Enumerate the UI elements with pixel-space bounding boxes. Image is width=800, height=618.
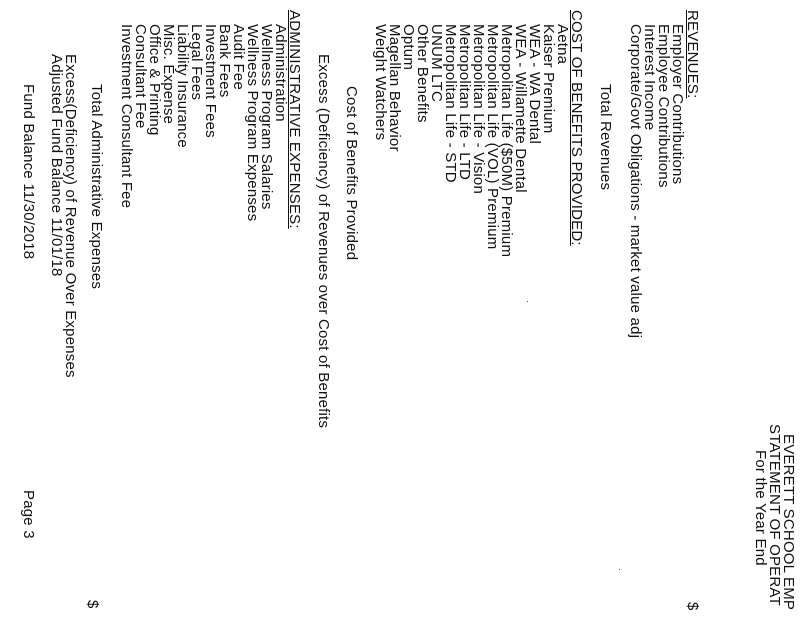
benefit-item: UNUM LTC	[428, 24, 445, 102]
benefit-item: Optum	[400, 24, 417, 71]
currency-symbol: $	[684, 602, 701, 611]
header-title: EVERETT SCHOOL EMP	[780, 434, 797, 611]
cost-of-benefits-total: Cost of Benefits Provided	[343, 86, 360, 261]
benefit-item: Kaiser Premium	[540, 24, 557, 134]
admin-item: Legal Fees	[188, 24, 205, 101]
revenue-item: Employee Contributions	[655, 24, 672, 188]
admin-item: Wellness Program Salaries	[258, 24, 275, 210]
admin-item: Liability Insurance	[174, 24, 191, 148]
excess-revenue-over-expenses: Excess(Deficiency) of Revenue Over Expenses	[62, 54, 79, 378]
benefit-item: Metropolitan Life ($50M) Premium	[498, 24, 515, 258]
benefit-item: Aetna	[554, 24, 571, 65]
benefit-item: Other Benefits	[414, 24, 431, 123]
revenue-item: Interest Income	[641, 24, 658, 131]
admin-item: Administration	[272, 24, 289, 122]
total-admin-expenses: Total Administrative Expenses	[88, 84, 105, 290]
benefit-item: Metropolitan Life - Vision	[470, 24, 487, 195]
benefit-item: Metropolitan Life - LTD	[456, 24, 473, 181]
admin-item: Investment Consultant Fee	[118, 24, 135, 209]
revenue-item: Corporate/Govt Obligations - market value adj	[627, 24, 644, 339]
scan-speck: ·	[615, 568, 625, 571]
total-revenues: Total Revenues	[597, 84, 614, 191]
fund-balance: Fund Balance 11/30/2018	[20, 84, 37, 260]
benefit-item: Metropolitan Life - STD	[442, 24, 459, 183]
currency-symbol: $	[84, 600, 101, 609]
admin-item: Bank Fees	[216, 24, 233, 98]
benefit-item: Magellan Behavior	[386, 24, 403, 152]
admin-item: Investment Fees	[202, 24, 219, 138]
benefit-item: Weight Watchers	[372, 24, 389, 141]
scan-speck: ·	[523, 300, 533, 303]
admin-heading: ADMINISTRATIVE EXPENSES:	[286, 10, 303, 229]
revenues-heading: REVENUES:	[684, 10, 701, 99]
benefit-item: WEA - WA Dental	[526, 24, 543, 144]
revenue-item: Employer Contributions	[669, 24, 686, 185]
adjusted-fund-balance: Adjusted Fund Balance 11/01/18	[48, 54, 65, 277]
header-period: For the Year End	[752, 450, 769, 566]
admin-item: Audit Fee	[230, 24, 247, 91]
page-number: Page 3	[20, 490, 37, 539]
admin-item: Wellness Program Expenses	[244, 24, 261, 222]
benefit-item: Metropolitan Life (VOL) Premium	[484, 24, 501, 250]
benefits-heading: COST OF BENEFITS PROVIDED:	[568, 10, 585, 246]
admin-item: Misc. Expense	[160, 24, 177, 125]
benefit-item: WEA - Willamette Dental	[512, 24, 529, 193]
excess-over-benefits: Excess (Deficiency) of Revenues over Cost of Benefits	[315, 54, 332, 429]
admin-item: Office & Printing	[146, 24, 163, 136]
admin-item: Consultant Fee	[132, 24, 149, 129]
header-statement: STATEMENT OF OPERAT	[766, 424, 783, 606]
